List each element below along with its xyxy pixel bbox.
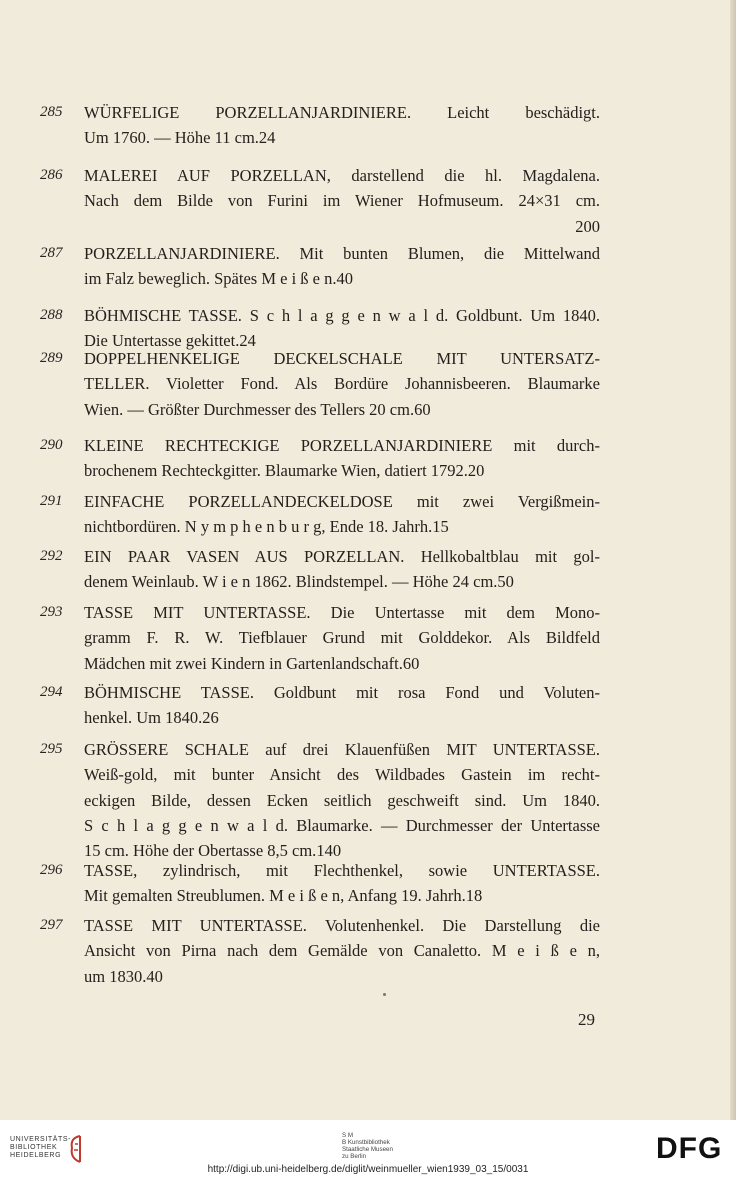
- university-line: BIBLIOTHEK: [10, 1144, 58, 1151]
- ink-speck: [383, 993, 386, 996]
- description-line: [84, 458, 600, 483]
- description-line: TASSE, zylindrisch, mit Flechthenkel, sowie UNTERTASSE.: [84, 861, 600, 880]
- university-line: HEIDELBERG: [10, 1152, 62, 1159]
- description-line: BÖHMISCHE TASSE. S c h l a g g e n w a l d. Goldbunt. Um 1840.: [84, 306, 600, 325]
- lot-price: 26: [202, 708, 219, 728]
- lot-price: 40: [146, 966, 163, 986]
- lot-price: 60: [414, 399, 431, 419]
- description-line: EIN PAAR VASEN AUS PORZELLAN. Hellkobaltblau mit gol-: [84, 547, 600, 566]
- lot-description: [84, 913, 600, 989]
- lot-price: 15: [432, 517, 449, 537]
- description-line: BÖHMISCHE TASSE. Goldbunt mit rosa Fond und Voluten-: [84, 683, 600, 702]
- page-number: 29: [578, 1010, 595, 1029]
- lot-description: [84, 489, 600, 540]
- description-text: henkel. Um 1840.: [84, 708, 203, 728]
- lot-number: 291: [40, 493, 63, 509]
- viewer-footer: [0, 1120, 736, 1177]
- lot-number: 288: [40, 307, 63, 323]
- description-line: GRÖSSERE SCHALE auf drei Klauenfüßen MIT UNTERTASSE.: [84, 740, 600, 759]
- description-text: Die Untertasse gekittet.: [84, 331, 240, 351]
- permalink-url[interactable]: http://digi.ub.uni-heidelberg.de/diglit/weinmueller_wien1939_03_15/0031: [207, 1164, 529, 1175]
- description-text: Mädchen mit zwei Kindern in Gartenlandschaft.: [84, 653, 403, 673]
- lot-description: [84, 163, 600, 239]
- lot-description: [84, 544, 600, 595]
- university-library-logo[interactable]: [10, 1136, 71, 1160]
- lot-number: 286: [40, 167, 63, 183]
- lot-number: 292: [40, 548, 63, 564]
- lot-number: 296: [40, 862, 63, 878]
- lot-price: 140: [316, 841, 342, 861]
- description-line: DOPPELHENKELIGE DECKELSCHALE MIT UNTERSATZ-: [84, 349, 600, 368]
- description-text: brochenem Rechteckgitter. Blaumarke Wien, datiert 1792.: [84, 461, 468, 481]
- lot-description: [84, 241, 600, 292]
- lot-number: 287: [40, 245, 63, 261]
- lot-price: 60: [402, 653, 420, 673]
- smb-line: B Kunstbibliothek: [342, 1139, 390, 1146]
- lot-description: [84, 600, 600, 676]
- lot-description: [84, 346, 600, 422]
- smb-line: zu Berlin: [342, 1153, 367, 1160]
- description-text: Mit gemalten Streublumen. M e i ß e n, Anfang 19. Jahrh.: [84, 886, 466, 906]
- lot-number: 294: [40, 684, 63, 700]
- description-line: [84, 651, 600, 676]
- description-line: eckigen Bilde, dessen Ecken seitlich geschweift sind. Um 1840.: [84, 790, 600, 810]
- smb-kunstbibliothek-logo[interactable]: [342, 1132, 393, 1160]
- description-line: TELLER. Violetter Fond. Als Bordüre Johannisbeeren. Blaumarke: [84, 374, 600, 394]
- description-text: denem Weinlaub. W i e n 1862. Blindstempel. — Höhe 24 cm.: [84, 572, 498, 592]
- description-line: [84, 705, 600, 730]
- university-line: UNIVERSITÄTS-: [10, 1136, 72, 1143]
- description-line: [84, 514, 600, 539]
- description-line: [84, 266, 600, 291]
- lot-number: 290: [40, 437, 63, 453]
- lot-description: [84, 680, 600, 731]
- description-line: [84, 569, 600, 594]
- lot-number: 289: [40, 350, 63, 366]
- lot-description: [84, 858, 600, 909]
- lot-number: 293: [40, 604, 63, 620]
- lot-price: 200: [575, 216, 600, 236]
- lot-description: [84, 433, 600, 484]
- smb-line: S M: [342, 1132, 354, 1139]
- lot-price: 24: [258, 128, 276, 148]
- description-line: PORZELLANJARDINIERE. Mit bunten Blumen, die Mittelwand: [84, 244, 600, 263]
- description-text: nichtbordüren. N y m p h e n b u r g, Ende 18. Jahrh.: [84, 517, 433, 537]
- description-line: Ansicht von Pirna nach dem Gemälde von Canaletto. M e i ß e n,: [84, 941, 600, 961]
- description-text: im Falz beweglich. Spätes M e i ß e n.: [84, 269, 337, 289]
- smb-line: Staatliche Museen: [342, 1146, 393, 1153]
- dfg-logo[interactable]: DFG: [656, 1132, 723, 1165]
- lot-price: 24: [239, 331, 256, 351]
- description-line: [84, 125, 600, 150]
- description-text: Um 1760. — Höhe 11 cm.: [84, 128, 259, 148]
- university-emblem-icon: [66, 1134, 90, 1164]
- description-line: [84, 964, 600, 989]
- lot-number: 297: [40, 917, 63, 933]
- description-line: TASSE MIT UNTERTASSE. Volutenhenkel. Die Darstellung die: [84, 916, 600, 935]
- description-line: KLEINE RECHTECKIGE PORZELLANJARDINIERE mit durch-: [84, 436, 600, 455]
- lot-price: 40: [336, 269, 353, 289]
- page-edge: [730, 0, 736, 1120]
- description-line: WÜRFELIGE PORZELLANJARDINIERE. Leicht beschädigt.: [84, 103, 600, 122]
- description-line: MALEREI AUF PORZELLAN, darstellend die hl. Magdalena.: [84, 166, 600, 185]
- description-line: gramm F. R. W. Tiefblauer Grund mit Golddekor. Als Bildfeld: [84, 628, 600, 648]
- description-text: um 1830.: [84, 966, 147, 986]
- lot-price: 50: [497, 572, 514, 592]
- lot-description: [84, 100, 600, 151]
- lot-number: 295: [40, 741, 63, 757]
- lot-number: 285: [40, 104, 63, 120]
- description-line: Weiß-gold, mit bunter Ansicht des Wildbades Gastein im recht-: [84, 765, 600, 785]
- description-line: Nach dem Bilde von Furini im Wiener Hofmuseum. 24×31 cm.: [84, 191, 600, 211]
- lot-description: [84, 737, 600, 863]
- lot-price: 20: [467, 461, 485, 481]
- lot-price: 18: [465, 886, 483, 906]
- description-text: Wien. — Größter Durchmesser des Tellers 20 cm.: [84, 399, 415, 419]
- description-line: S c h l a g g e n w a l d. Blaumarke. — Durchmesser der Untertasse: [84, 815, 600, 835]
- description-text: 15 cm. Höhe der Obertasse 8,5 cm.: [84, 841, 317, 861]
- description-line: EINFACHE PORZELLANDECKELDOSE mit zwei Vergißmein-: [84, 492, 600, 511]
- description-line: [84, 883, 600, 908]
- description-line: TASSE MIT UNTERTASSE. Die Untertasse mit dem Mono-: [84, 603, 600, 622]
- description-line: [84, 397, 600, 422]
